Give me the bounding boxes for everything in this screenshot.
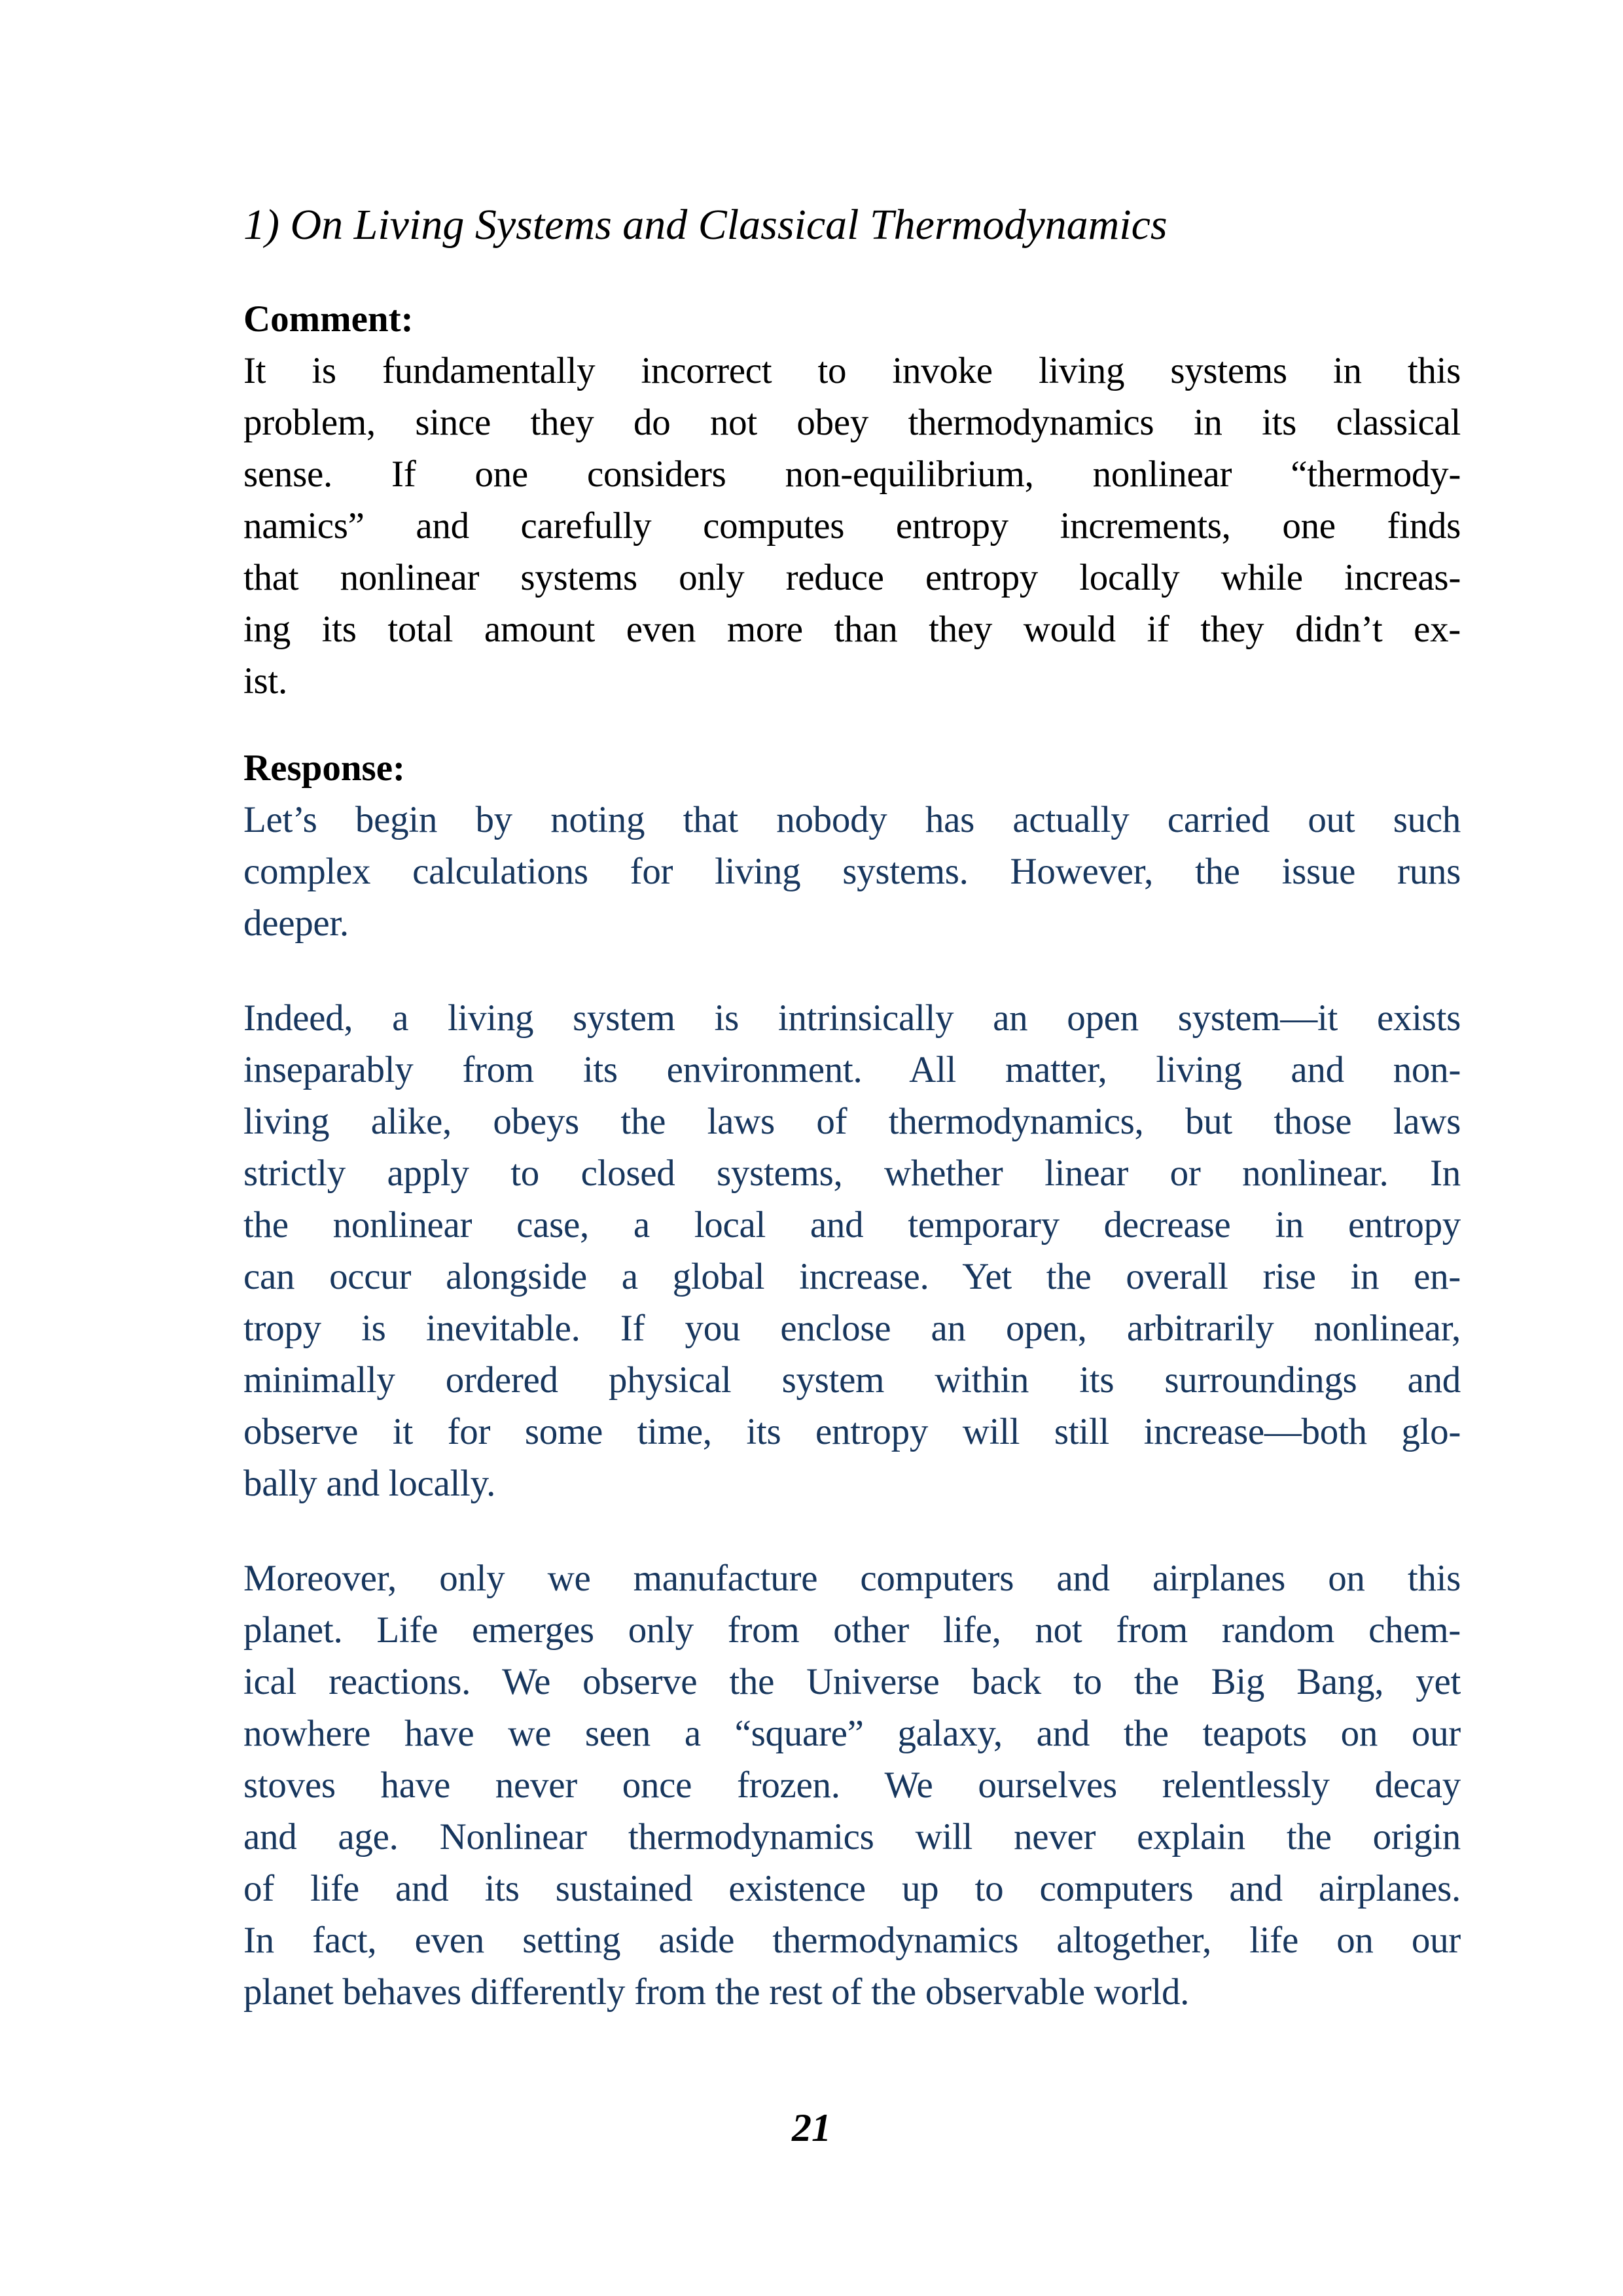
comment-label: Comment: [243,298,414,340]
response-paragraph-1 [243,794,1461,949]
text-line: Let’s begin by noting that nobody has actually carried out such [243,799,1461,840]
response-paragraph-2 [243,992,1461,1509]
text-line: planet behaves differently from the rest of the observable world. [243,1971,1190,2013]
text-line: that nonlinear systems only reduce entropy locally while increas- [243,557,1461,598]
text-line: tropy is inevitable. If you enclose an open, arbitrarily nonlinear, [243,1308,1461,1349]
text-line: bally and locally. [243,1463,496,1504]
comment-paragraph [243,345,1461,707]
text-line: nowhere have we seen a “square” galaxy, and the teapots on our [243,1713,1461,1754]
response-label: Response: [243,747,406,789]
response-paragraph-3 [243,1552,1461,2018]
text-line: inseparably from its environment. All matter, living and non- [243,1049,1461,1090]
page-number: 21 [792,2106,831,2149]
text-line: stoves have never once frozen. We ourselves relentlessly decay [243,1765,1461,1806]
section-heading: 1) On Living Systems and Classical Thermodynamics [243,201,1168,249]
text-line: ist. [243,660,287,702]
text-line: namics” and carefully computes entropy increments, one finds [243,505,1461,547]
text-line: Moreover, only we manufacture computers and airplanes on this [243,1558,1461,1599]
text-line: sense. If one considers non-equilibrium, nonlinear “thermody- [243,454,1461,495]
text-line: the nonlinear case, a local and temporary decrease in entropy [243,1204,1461,1246]
text-line: strictly apply to closed systems, whether linear or nonlinear. In [243,1153,1461,1194]
text-line: In fact, even setting aside thermodynamics altogether, life on our [243,1920,1461,1961]
text-line: of life and its sustained existence up to computers and airplanes. [243,1868,1461,1909]
text-line: It is fundamentally incorrect to invoke living systems in this [243,350,1461,391]
text-line: observe it for some time, its entropy will still increase—both glo- [243,1411,1461,1452]
text-line: problem, since they do not obey thermodynamics in its classical [243,402,1461,443]
text-line: planet. Life emerges only from other life, not from random chem- [243,1609,1461,1651]
text-line: living alike, obeys the laws of thermodynamics, but those laws [243,1101,1461,1142]
text-line: deeper. [243,903,349,944]
text-line: ical reactions. We observe the Universe back to the Big Bang, yet [243,1661,1461,1702]
text-line: ing its total amount even more than they would if they didn’t ex- [243,609,1461,650]
text-line: minimally ordered physical system within its surroundings and [243,1359,1461,1401]
text-line: Indeed, a living system is intrinsically an open system—it exists [243,997,1461,1039]
text-line: and age. Nonlinear thermodynamics will never explain the origin [243,1816,1461,1857]
text-line: complex calculations for living systems. However, the issue runs [243,851,1461,892]
text-line: can occur alongside a global increase. Yet the overall rise in en- [243,1256,1461,1297]
